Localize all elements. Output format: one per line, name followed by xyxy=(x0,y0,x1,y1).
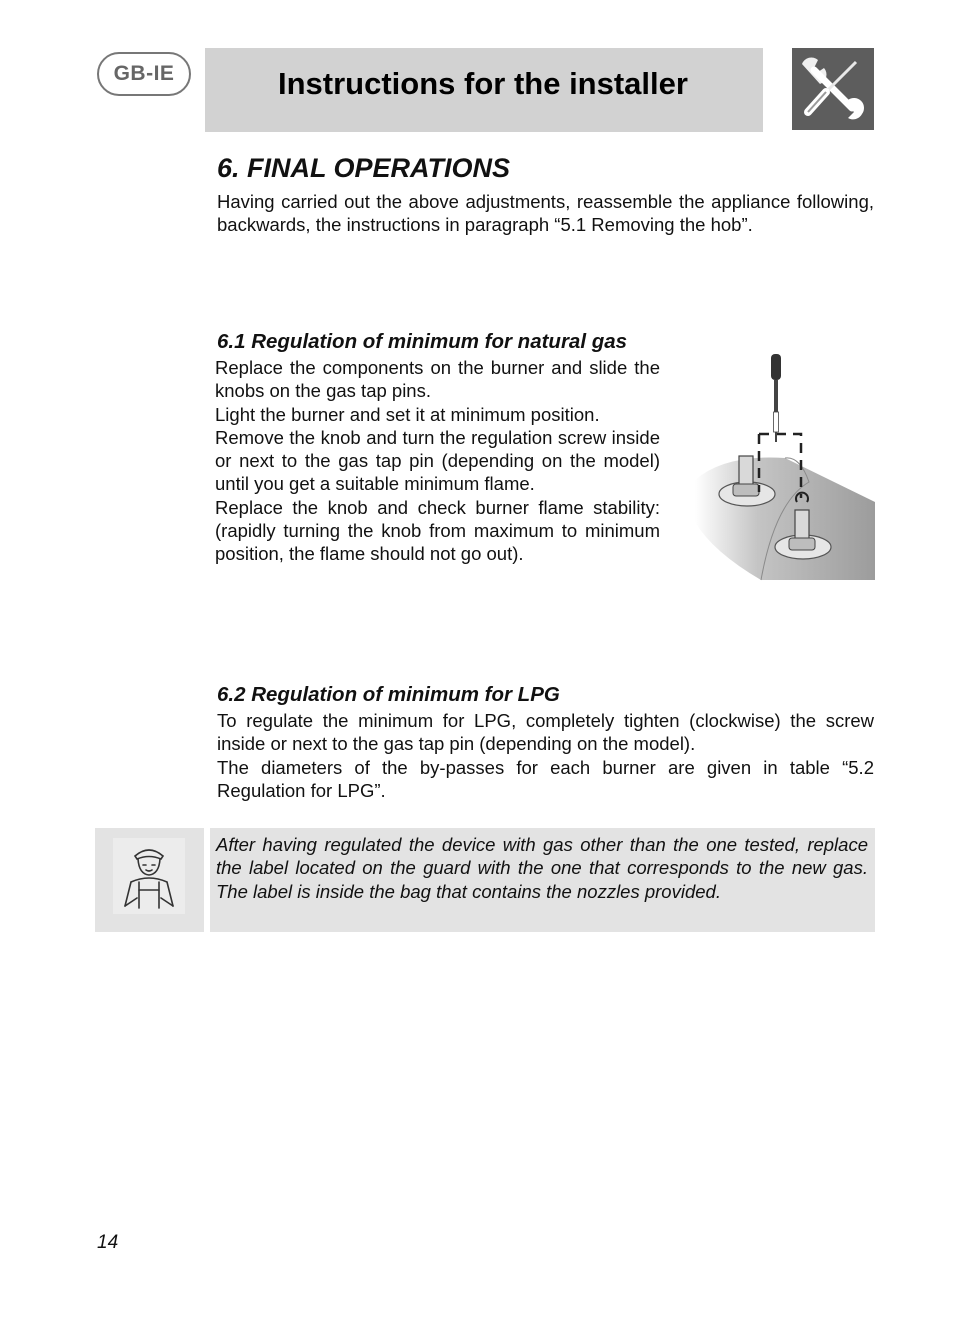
page-header-title: Instructions for the installer xyxy=(278,66,688,101)
note-icon-box xyxy=(95,828,204,932)
paragraph: Replace the knob and check burner flame stability: (rapidly turning the knob from maximum to minimum position, the flame should not go out). xyxy=(215,496,660,565)
section-intro: Having carried out the above adjustments, reassemble the appliance following, backwards, the instructions in paragraph “5.1 Removing the hob”. xyxy=(217,191,874,236)
screwdriver-gas-tap-illustration xyxy=(695,352,875,582)
paragraph: Replace the components on the burner and slide the knobs on the gas tap pins. xyxy=(215,357,660,402)
wrench-screwdriver-icon xyxy=(792,48,874,130)
subsection-62-body xyxy=(217,709,874,802)
note-text: After having regulated the device with gas other than the one tested, replace the label located on the guard with the one that corresponds to the new gas. The label is inside the bag that contains the nozzles provided. xyxy=(216,834,868,902)
section-title: 6. FINAL OPERATIONS xyxy=(217,153,511,183)
technician-icon xyxy=(95,828,204,932)
subsection-61-title: 6.1 Regulation of minimum for natural gas xyxy=(217,330,628,353)
language-badge: GB-IE xyxy=(97,52,191,96)
note-box xyxy=(210,828,875,932)
subsection-62-title: 6.2 Regulation of minimum for LPG xyxy=(217,683,560,706)
paragraph: The diameters of the by-passes for each burner are given in table “5.2 Regulation for LPG”. xyxy=(217,756,874,801)
paragraph: Light the burner and set it at minimum position. xyxy=(215,403,600,425)
paragraph: Remove the knob and turn the regulation screw inside or next to the gas tap pin (depending on the model) until you get a suitable minimum flame. xyxy=(215,426,660,495)
page-number: 14 xyxy=(97,1232,119,1253)
subsection-61-body xyxy=(215,356,660,566)
header-bar xyxy=(205,48,763,132)
paragraph: To regulate the minimum for LPG, completely tighten (clockwise) the screw inside or next to the gas tap pin (depending on the model). xyxy=(217,710,874,755)
